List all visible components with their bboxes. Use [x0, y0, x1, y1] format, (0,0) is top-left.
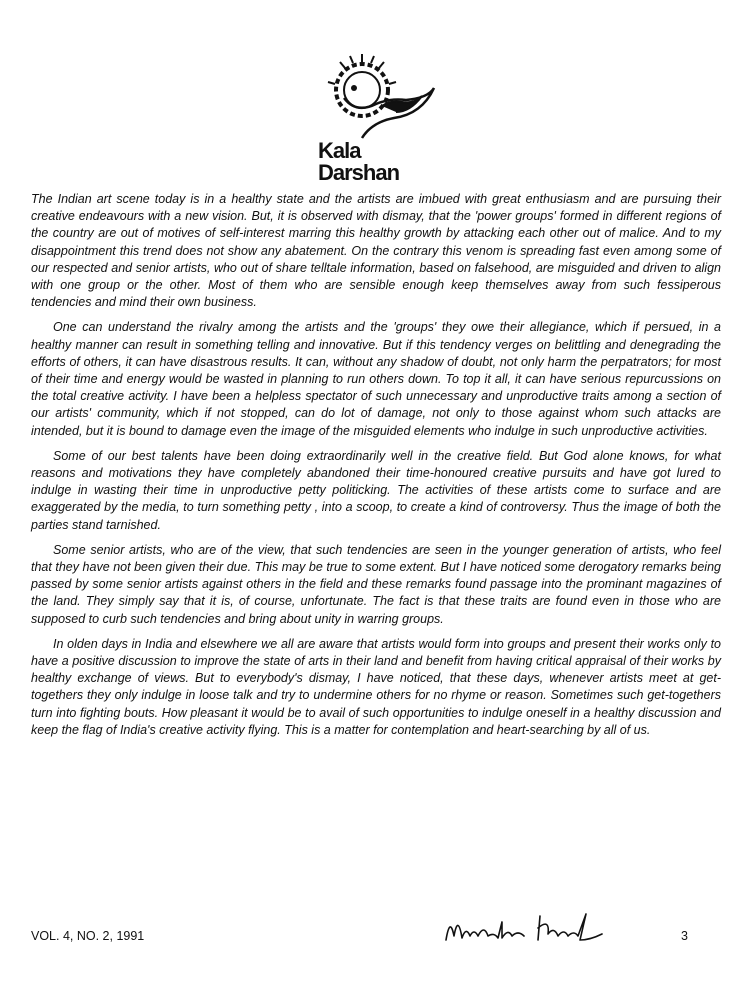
editorial-body: [31, 191, 721, 747]
kala-darshan-logo: [310, 48, 440, 148]
brand-line-1: Kala: [318, 138, 361, 163]
paragraph-2: One can understand the rivalry among the artists and the 'groups' they owe their allegiance, which if persued, in a healthy manner can result in something telling and innovative. But if this tendency verges on belittling and denegrading the efforts of others, it can have disastrous results. It can, without any shadow of doubt, not only harm the perpatrators; for most of their time and energy would be wasted in planning to run others down. To top it all, it can have serious repurcussions on the total creative activity. I have been a helpless spectator of such unnecessary and unproductive traits among a section of our artists' community, which if not stopped, can do lot of damage, not only to those against whom such attacks are intended, but it is bound to damage even the image of the misguided elements who indulge in such unproductive activities.: [31, 320, 721, 438]
paragraph-5: In olden days in India and elsewhere we all are aware that artists would form into groups and present their works only to have a positive discussion to improve the state of arts in their land and benefit from having critical appraisal of their works by healthy exchange of views. But to everybody's dismay, I have noticed, that these days, whenever artists meet at get-togethers they only indulge in loose talk and try to undermine others for no rhyme or reason. Sometimes such get-togethers turn into fighting bouts. How pleasant it would be to avail of such opportunities to indulge oneself in a healthy discussion and keep the flag of India's creative activity flying. This is a matter for contemplation and heart-searching by all of us.: [31, 636, 721, 737]
paragraph-3: Some of our best talents have been doing extraordinarily well in the creative field. But God alone knows, for what reasons and motivations they have completely abandoned their time-honoured creative pursuits and have got lured to indulge in wasting their time in unproductive petty politicking. The activities of these artists come to surface and are exaggerated by the media, to turn something petty , into a scoop, to create a kind of controversy. Thus the image of both the parties stand tarnished.: [31, 448, 721, 532]
paragraph-4: Some senior artists, who are of the view, that such tendencies are seen in the younger generation of artists, who feel that they have not been given their due. This may be true to some extent. But I have noticed some derogatory remarks being passed by some senior artists against others in the field and these remarks found passage into the prominant magazines of the land. They simply say that it is, of course, unfortunate. The fact is that these traits are found even in those who are supposed to curb such tendencies and bring about unity in warring groups.: [31, 542, 721, 626]
paragraph-1: The Indian art scene today is in a healthy state and the artists are imbued with great enthusiasm and are pursuing their creative endeavours with a new vision. But, it is observed with dismay, that the 'power groups' formed in different regions of the country are out of motives of self-interest marring this healthy growth by attacking each other out of malice. And to my disappointment this trend does not show any abatement. On the contrary this venom is spreading fast even among some of our respected and senior artists, who out of share telltale information, based on falsehood, are misguided and driven to align with one group or the other. Most of them who are sensible enough keep themselves away from such fessiperous tendencies and mind their own business.: [31, 192, 721, 310]
page-number: 3: [681, 929, 688, 943]
brand-wordmark: [318, 140, 448, 184]
volume-issue: VOL. 4, NO. 2, 1991: [31, 929, 145, 943]
brand-line-2: Darshan: [318, 160, 400, 185]
signature: [440, 906, 630, 950]
